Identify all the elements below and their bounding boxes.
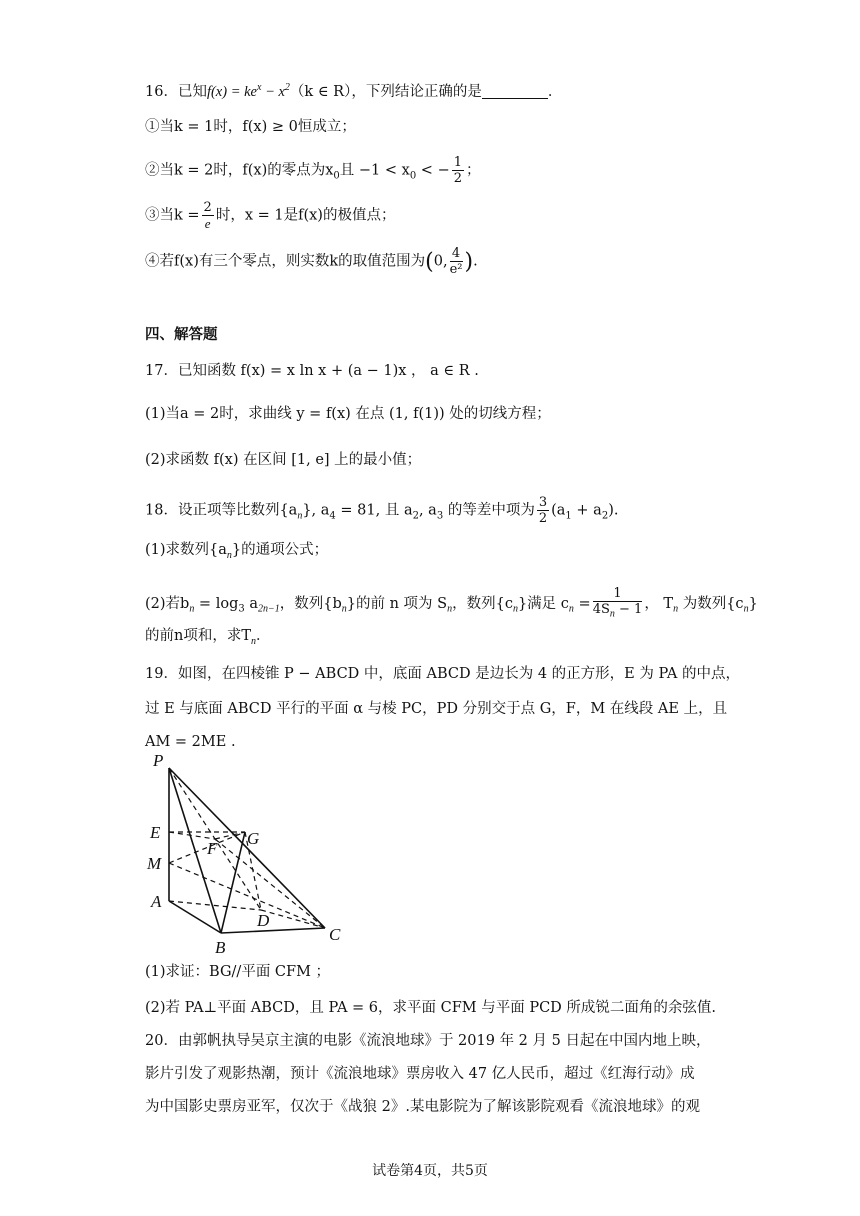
q18-num: 3 <box>538 495 548 510</box>
label-D: D <box>257 911 270 930</box>
q16-opt4-den: e² <box>449 262 463 277</box>
q19-part1: (1)求证：BG//平面 CFM ； <box>145 964 331 980</box>
q16-opt3-a: ③当k = <box>145 207 200 224</box>
q20-line1: 20．由郭帆执导吴京主演的电影《流浪地球》于 2019 年 2 月 5 日起在中国内地上映， <box>145 1033 711 1049</box>
q18-p2-j: 为数列{c <box>678 595 744 612</box>
q16-opt4-a: ④若f(x)有三个零点，则实数k的取值范围为 <box>145 253 426 270</box>
q16-opt2-a: ②当k = 2时，f(x)的零点为x <box>145 162 334 179</box>
q16-function <box>207 84 290 100</box>
q18-p2-den: $4S_n - 1$ <box>592 602 643 620</box>
q16-condition: （k ∈ R），下列结论正确的是 <box>289 83 482 100</box>
q16-stem-label: 16．已知 <box>145 83 207 100</box>
q17-part2: (2)求函数 f(x) 在区间 [1, e] 上的最小值； <box>145 452 422 468</box>
q16-opt3-b: 时，x = 1是f(x)的极值点； <box>215 207 396 224</box>
q16-opt4-fraction <box>450 246 463 277</box>
label-G: G <box>247 829 260 848</box>
q16-sup-2: 2 <box>284 82 290 93</box>
q18-stem-a: 18．设正项等比数列{a <box>145 502 298 519</box>
q16-opt2-end: ； <box>466 162 481 179</box>
page-footer: 试卷第4页，共5页 <box>372 1163 488 1179</box>
q16-opt3-den: e <box>204 216 211 231</box>
q18-p2-g: }满足 c <box>517 595 569 612</box>
section-title: 四、解答题 <box>145 327 218 343</box>
label-B: B <box>215 938 226 957</box>
q20-line3: 为中国影史票房亚军，仅次于《战狼 2》.某电影院为了解该影院观看《流浪地球》的观 <box>145 1099 700 1115</box>
q16-opt2-sub-2: 0 <box>409 170 417 182</box>
q18-stem-d: , a <box>418 502 437 519</box>
q18-stem-g: + a <box>571 502 602 519</box>
q18-stem-b: }, a <box>302 502 330 519</box>
q18-p2-line2: 的前n项和，求T <box>145 628 252 644</box>
q18-stem-c: = 81, 且 a <box>335 502 413 519</box>
label-P: P <box>153 751 164 770</box>
q18-fraction <box>537 495 549 526</box>
q16-sup-x: x <box>256 82 262 93</box>
q18-p1: (1)求数列{a <box>145 542 227 558</box>
q17-part1: (1)当a = 2时，求曲线 y = f(x) 在点 (1, f(1)) 处的切线方程； <box>145 406 551 422</box>
q16-option-3 <box>145 200 395 231</box>
q16-option-2 <box>145 155 481 186</box>
q18-p2-den-a: 4S <box>592 602 610 617</box>
q16-end: ． <box>547 83 563 100</box>
q19-line2: 过 E 与底面 ABCD 平行的平面 α 与棱 PC，PD 分别交于点 G，F，M 在线段 AE 上，且 <box>145 701 728 717</box>
q18-p2-num: 1 <box>593 586 643 602</box>
q16-answer-blank[interactable] <box>482 84 548 99</box>
q19-line1: 19．如图，在四棱锥 P − ABCD 中，底面 ABCD 是边长为 4 的正方形，E 为 PA 的中点， <box>145 666 740 682</box>
q16-option-1: ①当k = 1时，f(x) ≥ 0恒成立； <box>145 119 356 135</box>
q17-stem: 17．已知函数 f(x) = x ln x + (a − 1)x ， a ∈ R . <box>145 363 479 379</box>
q16-opt3-num: 2 <box>203 200 212 215</box>
q19-line3: AM = 2ME . <box>145 734 236 750</box>
label-A: A <box>151 892 162 911</box>
q18-part2-line2: 的前n项和，求$T_n$． <box>145 628 271 647</box>
q18-p2-b: = log <box>194 595 239 612</box>
q18-stem-h: ). <box>608 502 619 519</box>
label-E: E <box>150 823 161 842</box>
q16-opt2-fraction <box>452 155 464 186</box>
q16-stem <box>145 78 562 102</box>
q18-p2-e: }的前 n 项为 S <box>346 595 448 612</box>
q18-p2-k: } <box>748 595 758 612</box>
q18-p2-fraction <box>593 586 643 622</box>
q16-opt4-end: . <box>473 253 478 270</box>
q18-p2-line2-end: ． <box>256 628 271 644</box>
paren-open: ( <box>425 249 434 275</box>
q16-opt3-fraction <box>202 200 214 231</box>
q18-den: 2 <box>538 511 548 526</box>
q18-p2-d: ，数列{b <box>279 595 342 612</box>
label-M: M <box>147 854 162 873</box>
q16-opt2-num: 1 <box>453 155 463 170</box>
q16-opt2-sub: 0 <box>333 170 340 182</box>
q19-part2: (2)若 PA⊥平面 ABCD，且 PA = 6，求平面 CFM 与平面 PCD 所成锐二面角的余弦值. <box>145 1000 717 1016</box>
pyramid-diagram <box>143 748 353 960</box>
q16-option-4 <box>145 246 478 277</box>
label-C: C <box>329 925 341 944</box>
q18-p2-f: ，数列{c <box>452 595 513 612</box>
q20-line2: 影片引发了观影热潮，预计《流浪地球》票房收入 47 亿人民币，超过《红海行动》成 <box>145 1066 695 1082</box>
q18-p2-a: (2)若b <box>145 595 190 612</box>
q18-stem: 18．设正项等比数列$\{a_n\}$, $a_4 = 81$, 且 $a_2$, $a_3$ 的等差中项为 $\frac{3}{2}$ $(a_1 + a_2)$. <box>145 495 619 526</box>
paren-close: ) <box>464 249 474 275</box>
q18-p2-i: ， T <box>644 595 674 612</box>
q16-opt2-b: 且 −1 < x <box>339 162 410 179</box>
pyramid-figure <box>143 748 353 960</box>
q16-opt4-b: 0, <box>433 253 448 270</box>
q18-stem-e: 的等差中项为 <box>443 502 535 519</box>
q18-stem-f: (a <box>551 502 566 519</box>
q16-opt4-num: 4 <box>450 246 463 262</box>
q18-part2: (2)若$b_n = \log_3 a_{2n-1}$，数列$\{b_n\}$的前 n 项为 $S_n$，数列$\{c_n\}$满足 $c_n$ = $\frac{1}{4S_n - 1}$ ， $T_n$ 为数列$\{c_n\}$ <box>145 586 758 620</box>
q16-opt2-c: < − <box>416 162 450 179</box>
q18-p2-c: a <box>244 595 258 612</box>
label-F: F <box>207 839 218 858</box>
q18-p1-b: }的通项公式； <box>231 542 329 558</box>
q16-f-def: f(x) = ke <box>206 83 257 100</box>
q18-p2-h: = <box>573 595 591 612</box>
q16-f-def-b: − x <box>261 83 285 100</box>
q18-p2-den-b: − 1 <box>614 602 643 617</box>
q16-opt2-den: 2 <box>453 171 463 186</box>
q18-part1: (1)求数列$\{a_n\}$的通项公式； <box>145 542 329 561</box>
